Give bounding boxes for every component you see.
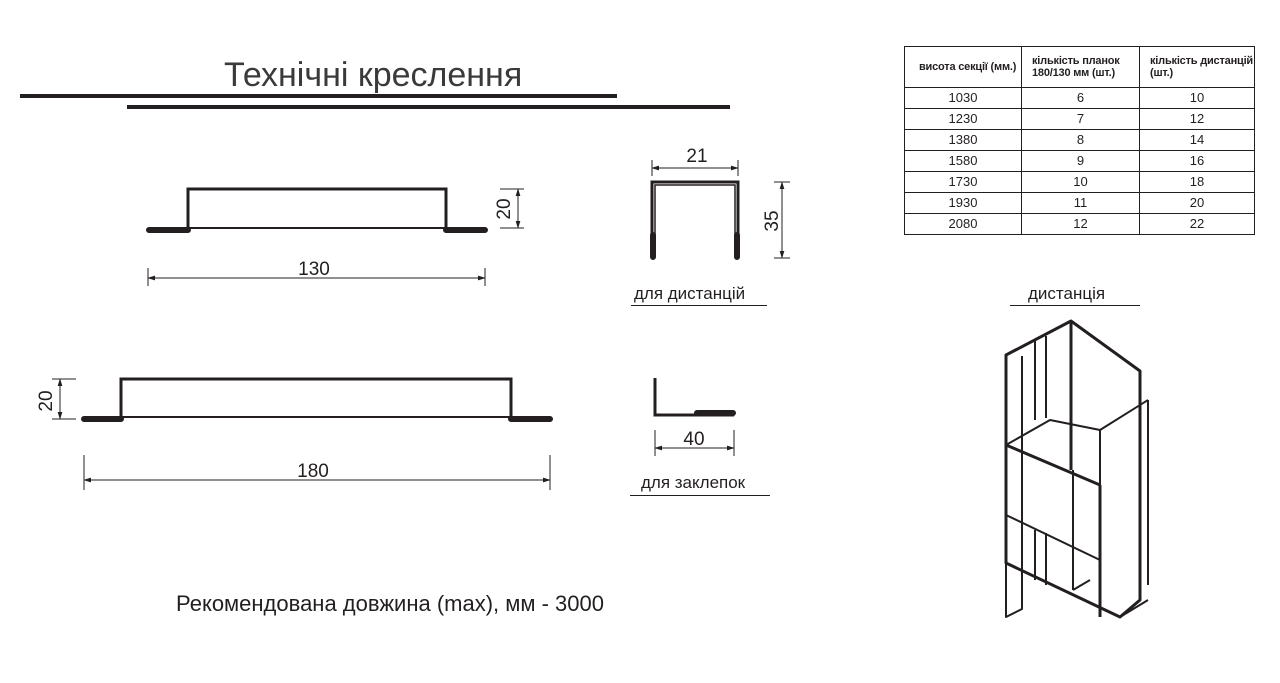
table-cell: 18 xyxy=(1140,172,1255,193)
spacer-width-label: 21 xyxy=(686,146,708,167)
rivet-caption-underline xyxy=(630,495,770,496)
profile-180-height-label: 20 xyxy=(36,390,57,412)
table-cell: 16 xyxy=(1140,151,1255,172)
specs-table-header-row xyxy=(905,47,1255,88)
table-cell: 10 xyxy=(1022,172,1140,193)
table-cell: 7 xyxy=(1022,109,1140,130)
profile-180-height-dimension xyxy=(36,379,76,419)
table-cell: 9 xyxy=(1022,151,1140,172)
table-cell: 22 xyxy=(1140,214,1255,235)
profile-130-width-label: 130 xyxy=(298,259,330,280)
table-row xyxy=(905,214,1255,235)
table-cell: 1030 xyxy=(905,88,1022,109)
profile-180-drawing xyxy=(84,379,550,419)
rivet-profile-drawing xyxy=(655,378,734,415)
profile-130-width-dimension xyxy=(148,259,485,286)
table-row xyxy=(905,130,1255,151)
table-cell: 6 xyxy=(1022,88,1140,109)
page-title: Технічні креслення xyxy=(224,56,523,94)
table-cell: 8 xyxy=(1022,130,1140,151)
profile-130-height-label: 20 xyxy=(494,198,515,220)
spacer-height-dimension xyxy=(762,182,790,258)
rivet-width-dimension xyxy=(655,429,734,456)
table-row xyxy=(905,172,1255,193)
table-cell: 12 xyxy=(1140,109,1255,130)
column-header-section-height: висота секції (мм.) xyxy=(905,47,1022,88)
table-cell: 1380 xyxy=(905,130,1022,151)
table-cell: 11 xyxy=(1022,193,1140,214)
table-row xyxy=(905,88,1255,109)
table-row xyxy=(905,109,1255,130)
specs-table xyxy=(904,46,1255,235)
column-header-slat-count: кількість планок 180/130 мм (шт.) xyxy=(1022,47,1140,88)
spacer-isometric-drawing xyxy=(1006,321,1148,617)
spacer-profile-caption: для дистанцій xyxy=(634,284,746,303)
spacer-isometric-caption-underline xyxy=(1010,305,1140,306)
profile-180-width-dimension xyxy=(84,455,550,490)
rivet-profile-caption: для заклепок xyxy=(641,473,746,492)
table-cell: 20 xyxy=(1140,193,1255,214)
spacer-profile-drawing xyxy=(652,182,738,258)
table-cell: 1730 xyxy=(905,172,1022,193)
table-cell: 2080 xyxy=(905,214,1022,235)
spacer-width-dimension xyxy=(652,146,738,176)
table-cell: 14 xyxy=(1140,130,1255,151)
spacer-height-label: 35 xyxy=(762,210,783,232)
spacer-caption-underline xyxy=(631,305,767,306)
profile-180-width-label: 180 xyxy=(297,461,329,482)
table-row xyxy=(905,151,1255,172)
table-cell: 10 xyxy=(1140,88,1255,109)
table-cell: 1230 xyxy=(905,109,1022,130)
column-header-spacer-count: кількість дистанцій (шт.) xyxy=(1140,47,1255,88)
table-cell: 1580 xyxy=(905,151,1022,172)
table-cell: 1930 xyxy=(905,193,1022,214)
spacer-isometric-caption: дистанція xyxy=(1028,284,1106,303)
table-row xyxy=(905,193,1255,214)
rivet-width-label: 40 xyxy=(683,429,705,450)
table-cell: 12 xyxy=(1022,214,1140,235)
profile-130-drawing xyxy=(149,189,485,230)
recommended-length-note: Рекомендована довжина (max), мм - 3000 xyxy=(176,591,605,616)
profile-130-height-dimension xyxy=(494,189,524,228)
